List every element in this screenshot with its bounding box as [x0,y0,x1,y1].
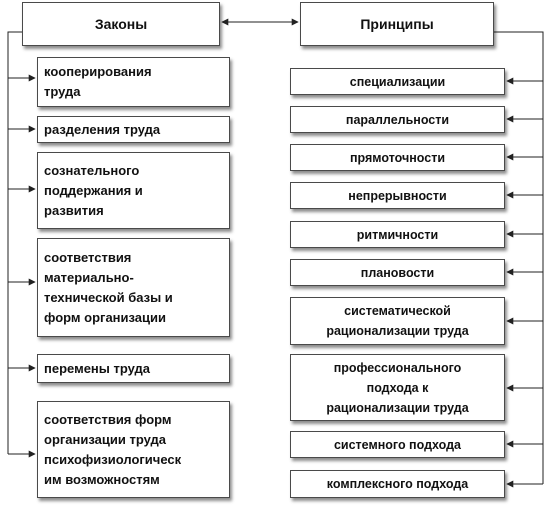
law-box-2: разделения труда [37,116,230,143]
principle-box-1: специализации [290,68,505,95]
principle-box-10: комплексного подхода [290,470,505,498]
law-box-1: кооперирования труда [37,57,230,107]
principle-box-7: систематической рационализации труда [290,297,505,345]
law-box-5: перемены труда [37,354,230,383]
principle-box-3: прямоточности [290,144,505,171]
principle-box-6: плановости [290,259,505,286]
principle-box-8: профессионального подхода к рационализации труда [290,354,505,421]
laws-trunk [8,32,22,454]
principles-header: Принципы [300,2,494,46]
laws-header: Законы [22,2,220,46]
principle-box-5: ритмичности [290,221,505,248]
principle-box-2: параллельности [290,106,505,133]
law-box-4: соответствия материально- технической базы и форм организации [37,238,230,337]
principle-box-4: непрерывности [290,182,505,209]
law-box-6: соответствия форм организации труда психофизиологическ им возможностям [37,401,230,498]
law-box-3: сознательного поддержания и развития [37,152,230,229]
principle-box-9: системного подхода [290,431,505,458]
